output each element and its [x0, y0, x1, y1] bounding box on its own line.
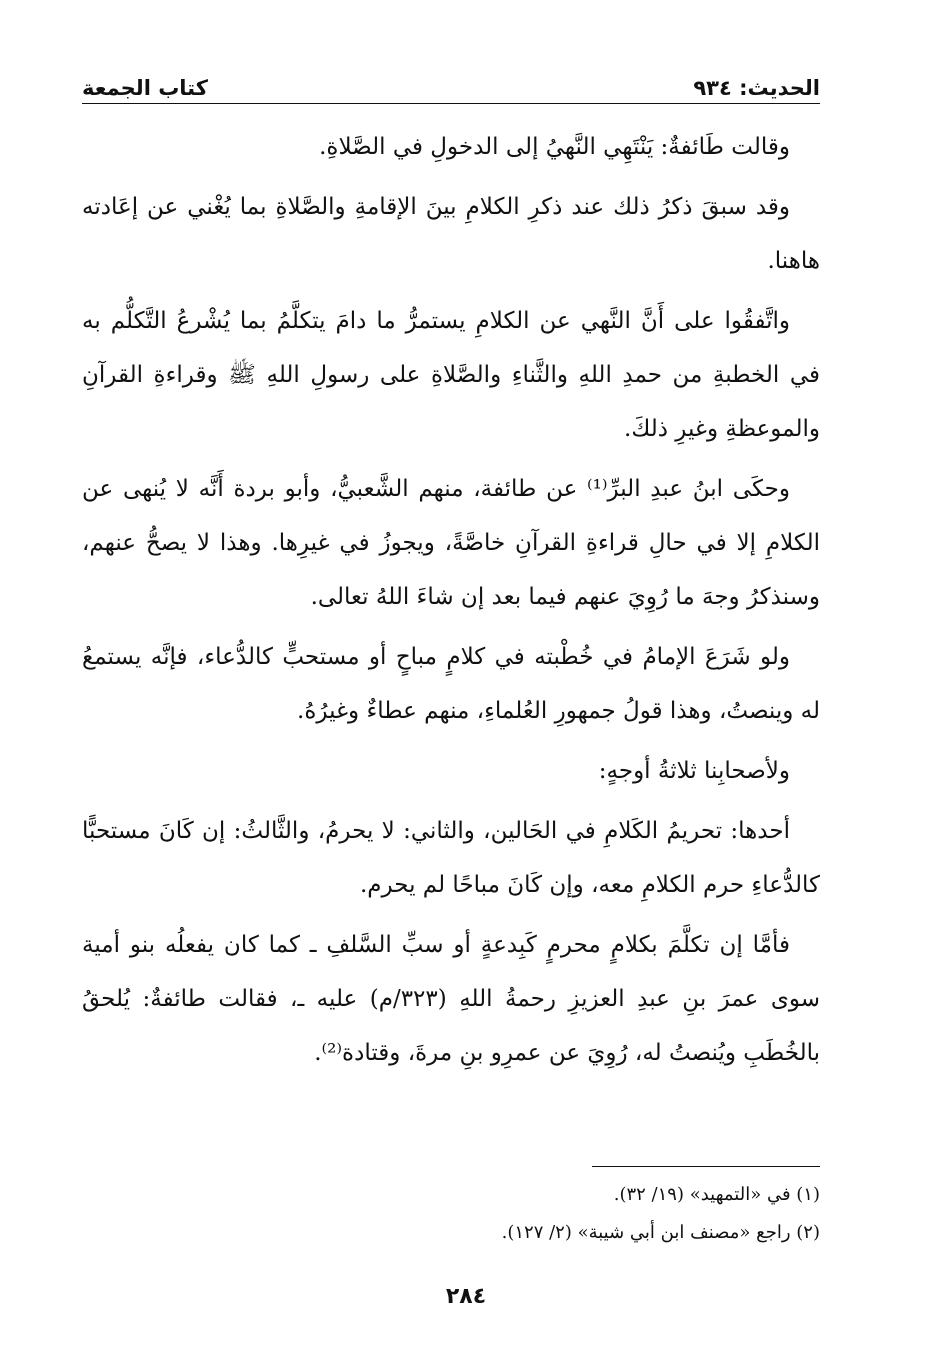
- main-text: [82, 120, 820, 1086]
- footnote-divider: [592, 1166, 820, 1167]
- paragraph: وحكَى ابنُ عبدِ البرِّ⁽¹⁾ عن طائفة، منهم الشَّعبيُّ، وأبو بردة أَنَّه لا يُنهى عن الكلامِ إلا في حالِ قراءةِ القرآنِ خاصَّةً، ويجوزُ في غيرِها. وهذا لا يصحُّ عنهم، وسنذكرُ وجهَ ما رُوِيَ عنهم فيما بعد إن شاءَ اللهُ تعالى.: [82, 476, 820, 610]
- hadith-number-label: الحديث: ٩٣٤: [693, 76, 820, 100]
- paragraph: وقد سبقَ ذكرُ ذلك عند ذكرِ الكلامِ بينَ الإقامةِ والصَّلاةِ بما يُغْني عن إعَادته هاهنا.: [82, 194, 820, 274]
- footnote: (٢) راجع «مصنف ابن أبي شيبة» (٢/ ١٢٧).: [501, 1222, 820, 1243]
- header-divider: [82, 103, 820, 104]
- paragraph: ولأصحابِنا ثلاثةُ أوجهٍ:: [598, 758, 790, 784]
- paragraph: فأمَّا إن تكلَّمَ بكلامٍ محرمٍ كَبِدعةٍ أو سبِّ السَّلفِ ـ كما كان يفعلُه بنو أمية سوى عمرَ بنِ عبدِ العزيزِ رحمةُ اللهِ (٣٢٣/م) عليه ـ، فقالت طائفةٌ: يُلحقُ بالخُطَبِ ويُنصتُ له، رُوِيَ عن عمرِو بنِ مرةَ، وقتادة⁽²⁾.: [82, 932, 820, 1066]
- paragraph: أحدها: تحريمُ الكَلامِ في الحَالين، والثاني: لا يحرمُ، والثَّالثُ: إن كَانَ مستحبًّا كالدُّعاءِ حرم الكلامِ معه، وإن كَانَ مباحًا لم يحرم.: [82, 818, 820, 898]
- footnote: (١) في «التمهيد» (١٩/ ٣٢).: [613, 1184, 820, 1205]
- page-number: ٢٨٤: [445, 1284, 487, 1309]
- footnotes: [82, 1176, 820, 1252]
- paragraph: وقالت طَائفةٌ: يَنْتَهِي النَّهيُ إلى الدخولِ في الصَّلاةِ.: [319, 134, 790, 160]
- page-header: [82, 60, 820, 100]
- paragraph: واتَّفقُوا على أَنَّ النَّهي عن الكلامِ يستمرُّ ما دامَ يتكلَّمُ بما يُشْرعُ التَّكلُّم به في الخطبةِ من حمدِ اللهِ والثَّناءِ والصَّلاةِ على رسولِ اللهِ ﷺ وقراءةِ القرآنِ والموعظةِ وغيرِ ذلكَ.: [82, 308, 820, 442]
- paragraph: ولو شَرَعَ الإمامُ في خُطْبته في كلامٍ مباحٍ أو مستحبٍّ كالدُّعاء، فإنَّه يستمعُ له وينصتُ، وهذا قولُ جمهورِ العُلماءِ، منهم عطاءٌ وغيرُهُ.: [82, 644, 820, 724]
- book-title: كتاب الجمعة: [82, 76, 208, 100]
